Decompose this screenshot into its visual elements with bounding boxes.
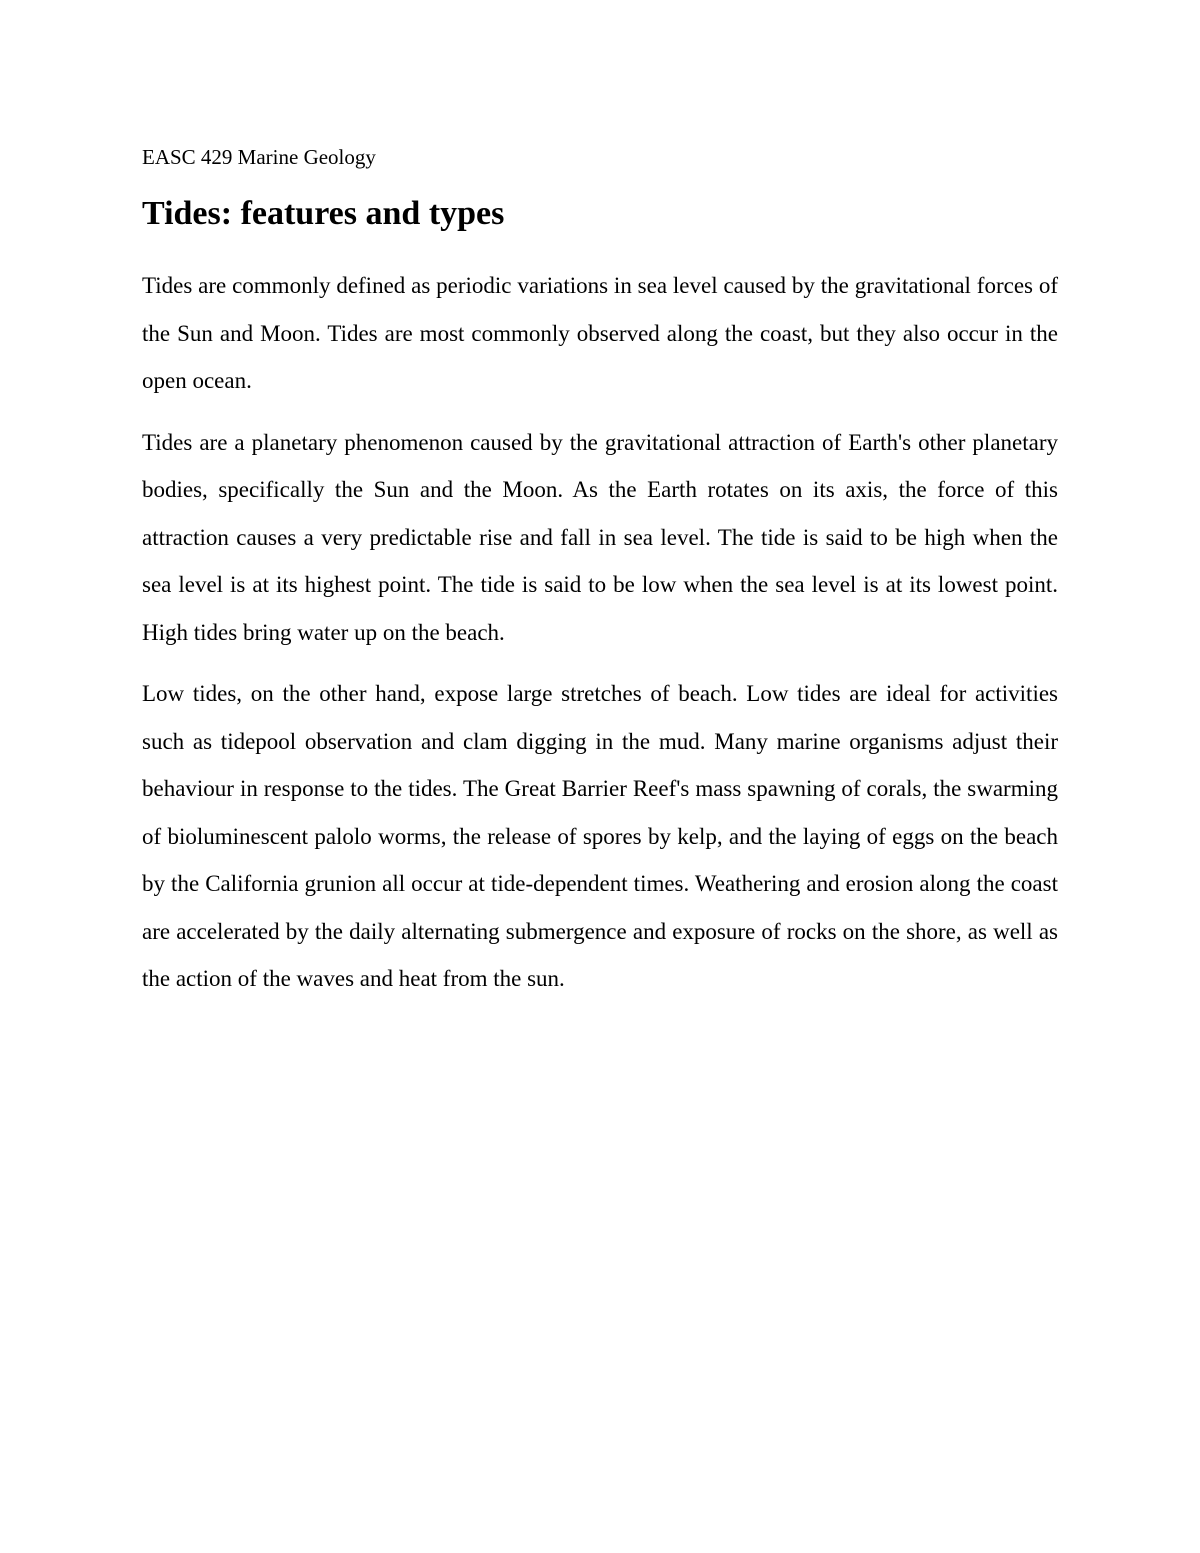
document-content <box>142 142 1058 1017</box>
paragraph-2: Tides are a planetary phenomenon caused by the gravitational attraction of Earth's other planetary bodies, specifically the Sun and the Moon. As the Earth rotates on its axis, the force of this attraction causes a very predictable rise and fall in sea level. The tide is said to be high when the sea level is at its highest point. The tide is said to be low when the sea level is at its lowest point. High tides bring water up on the beach. <box>142 429 1058 645</box>
paragraph-3: Low tides, on the other hand, expose large stretches of beach. Low tides are ideal for activities such as tidepool observation and clam digging in the mud. Many marine organisms adjust their behaviour in response to the tides. The Great Barrier Reef's mass spawning of corals, the swarming of bioluminescent palolo worms, the release of spores by kelp, and the laying of eggs on the beach by the California grunion all occur at tide-dependent times. Weathering and erosion along the coast are accelerated by the daily alternating submergence and exposure of rocks on the shore, as well as the action of the waves and heat from the sun. <box>142 681 1058 991</box>
document-title: Tides: features and types <box>142 195 505 232</box>
course-heading: EASC 429 Marine Geology <box>142 145 376 169</box>
paragraph-1: Tides are commonly defined as periodic variations in sea level caused by the gravitational forces of the Sun and Moon. Tides are most commonly observed along the coast, but they also occur in the open ocean. <box>142 273 1058 393</box>
